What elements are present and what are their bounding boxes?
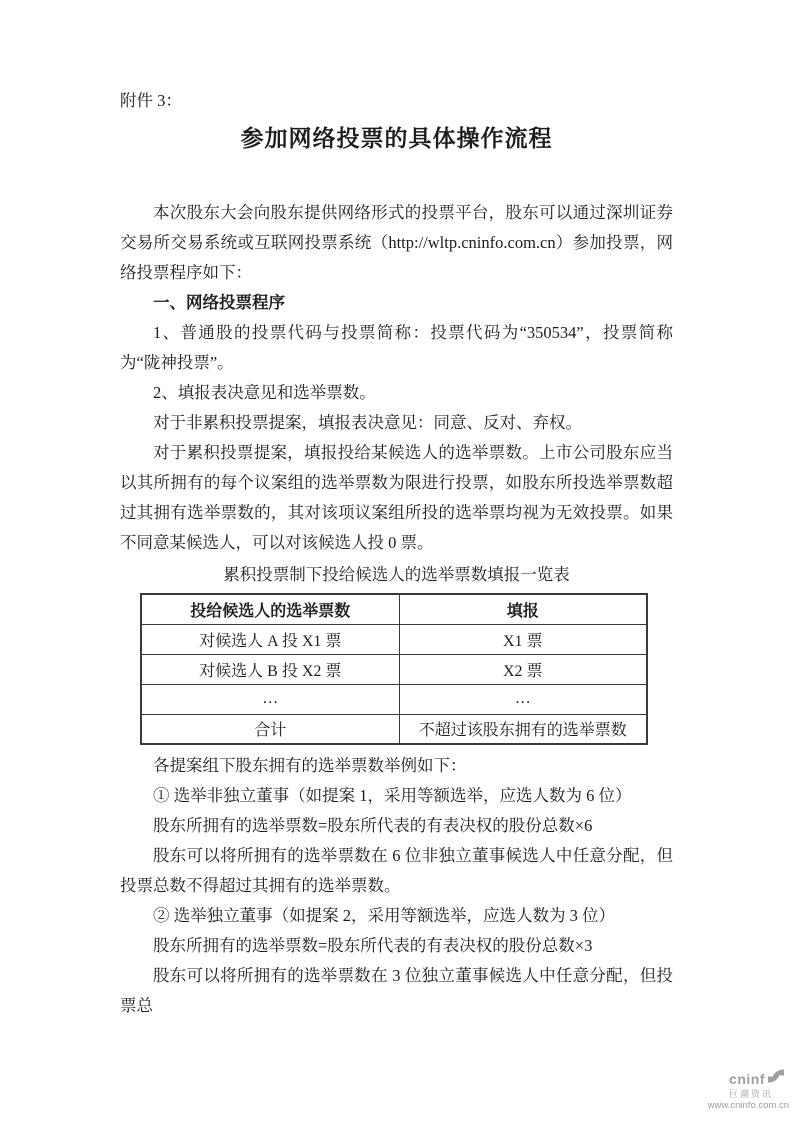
paragraph-allocation-6: 股东可以将所拥有的选举票数在 6 位非独立董事候选人中任意分配，但投票总数不得超过其拥有的选举票数。 — [120, 846, 673, 895]
table-cell: 不超过该股东拥有的选举票数 — [399, 714, 647, 744]
paragraph-allocation-3: 股东可以将所拥有的选举票数在 3 位独立董事候选人中任意分配，但投票总 — [120, 966, 673, 1015]
paragraph-non-independent-directors: ① 选举非独立董事（如提案 1，采用等额选举，应选人数为 6 位） — [153, 786, 632, 805]
cninfo-chinese-name: 巨潮资讯 — [728, 1089, 773, 1099]
paragraph-formula-x6: 股东所拥有的选举票数=股东所代表的有表决权的股份总数×6 — [153, 816, 593, 835]
paragraph-vote-code: 1、普通股的投票代码与投票简称：投票代码为“350534”，投票简称为“陇神投票”。 — [120, 323, 673, 372]
cninfo-url: www.cninfo.com.cn — [707, 1100, 789, 1111]
paragraph-cumulative: 对于累积投票提案，填报投给某候选人的选举票数。上市公司股东应当以其所拥有的每个议案组的选举票数为限进行投票，如股东所投选举票数超过其拥有选举票数的，其对该项议案组所投的选举票均视为无效投票。如果不同意某候选人，可以对该候选人投 0 票。 — [120, 443, 673, 552]
table-header-votes: 投给候选人的选举票数 — [141, 594, 399, 624]
table-cell: X1 票 — [399, 624, 647, 654]
cninfo-logo — [708, 1068, 789, 1112]
attachment-label: 附件 3： — [120, 91, 182, 110]
intro-paragraph: 本次股东大会向股东提供网络形式的投票平台，股东可以通过深圳证券交易所交易系统或互联网投票系统（http://wltp.cninfo.com.cn）参加投票，网络投票程序如下： — [120, 203, 673, 282]
table-cell: … — [141, 684, 399, 714]
paragraph-examples-intro: 各提案组下股东拥有的选举票数举例如下： — [153, 756, 467, 775]
table-cell: 对候选人 A 投 X1 票 — [141, 624, 399, 654]
page-title: 参加网络投票的具体操作流程 — [240, 126, 553, 151]
paragraph-independent-directors: ② 选举独立董事（如提案 2，采用等额选举，应选人数为 3 位） — [153, 906, 615, 925]
paragraph-fill-opinion: 2、填报表决意见和选举票数。 — [153, 383, 376, 402]
cumulative-voting-table — [140, 593, 648, 745]
table-cell: 合计 — [141, 714, 399, 744]
cninfo-logo-row — [729, 1068, 785, 1089]
paragraph-non-cumulative: 对于非累积投票提案，填报表决意见：同意、反对、弃权。 — [153, 413, 582, 432]
table-row — [141, 684, 647, 714]
section-heading-voting-procedure: 一、网络投票程序 — [153, 293, 285, 312]
table-row — [141, 654, 647, 684]
table-header-row — [141, 594, 647, 624]
table-row — [141, 624, 647, 654]
table-caption: 累积投票制下投给候选人的选举票数填报一览表 — [223, 565, 570, 584]
cninfo-swirl-icon — [767, 1068, 785, 1089]
table-cell: … — [399, 684, 647, 714]
cninfo-logo-text: cninf — [729, 1070, 765, 1087]
table-header-fill: 填报 — [399, 594, 647, 624]
paragraph-formula-x3: 股东所拥有的选举票数=股东所代表的有表决权的股份总数×3 — [153, 936, 593, 955]
table-row — [141, 714, 647, 744]
table-cell: 对候选人 B 投 X2 票 — [141, 654, 399, 684]
table-cell: X2 票 — [399, 654, 647, 684]
